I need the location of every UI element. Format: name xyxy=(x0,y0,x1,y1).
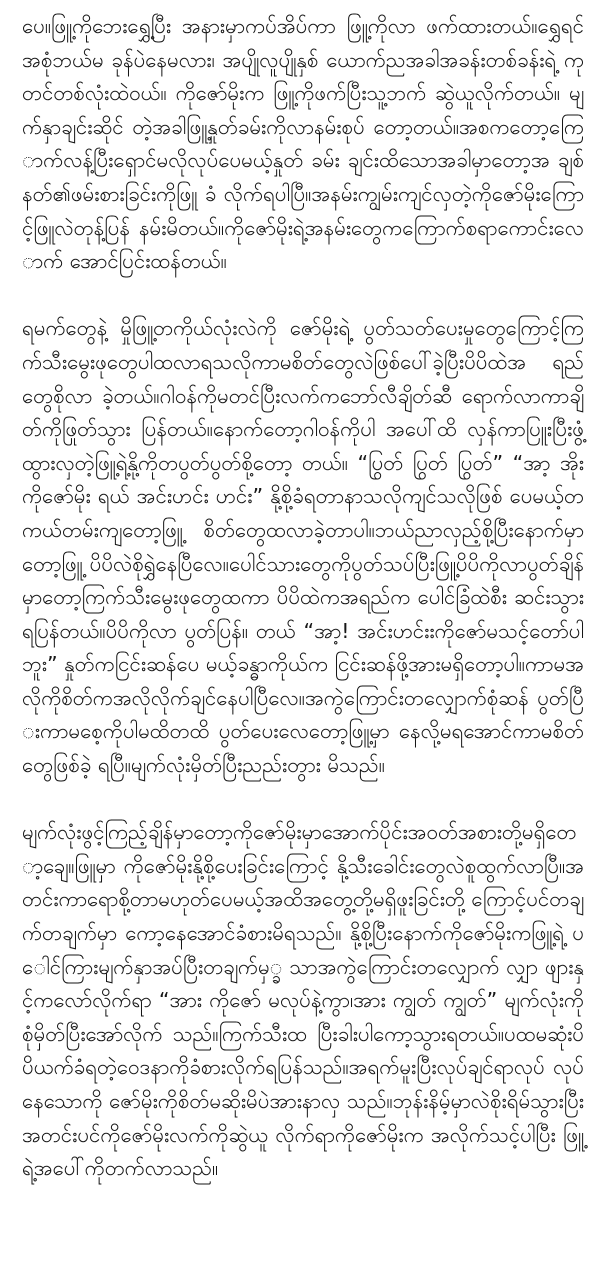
story-paragraph-2: ရမက်တွေနဲ့ မှိုဖြူ့တကိုယ်လုံးလဲကို ဇော်မိုးရဲ့ ပွတ်သတ်ပေးမှုတွေကြောင့်ကြက်သီးမွေးဖုတွေပါထလာရသလိုကာမစိတ်တွေလဲဖြစ်ပေါ်ခဲ့ပြီးပိပိထဲအ ရည်တွေစိုလာ ခဲ့တယ်။ဂါဝန်ကိုမတင်ပြီးလက်ကဘော်လီချိတ်ဆီ ရောက်လာကာချိတ်ကိုဖြုတ်သွား ပြန်တယ်။နောက်တော့ဂါဝန်ကိုပါ အပေါ်ထိ လှန်ကာပြူးပြီးဖွံ့ထွားလှတဲ့ဖြူ့ရဲ့နို့ကိုတပွတ်ပွတ်စို့တော့ တယ်။ “ပြွတ် ပြွတ် ပြွတ်” “အာ့ အိုး ကိုဇော်မိုး ရယ် အင်းဟင်း ဟင်း” နို့စို့ခံရတာနာသလိုကျင်သလိုဖြစ် ပေမယ့်တကယ်တမ်းကျတော့ဖြူ့ စိတ်တွေထလာခဲ့တာပါ။ဘယ်ညာလှည့်စို့ပြီးနောက်မှာတော့ဖြူ့ ပိပိလဲစိုရွှဲနေပြီလေ။ပေါင်သားတွေကိုပွတ်သပ်ပြီးဖြူ့ပိပိကိုလာပွတ်ချိန် မှာတော့ကြက်သီးမွေးဖုတွေထကာ ပိပိထဲကအရည်က ပေါင်ခြံထဲစီး ဆင်းသွားရပြန်တယ်။ပိပိကိုလာ ပွတ်ပြန်။ တယ် “အာ့! အင်းဟင်းးကိုဇော်မသင့်တော်ပါဘူး” နှုတ်ကငြင်းဆန်ပေ မယ့်ခန္ဓာကိုယ်က ငြင်းဆန်ဖို့အားမရှိတော့ပါ။ကာမအလိုကိုစိတ်ကအလိုလိုက်ချင်နေပါပြီလေ။အကွဲကြောင်းတလျှောက်စုံဆန် ပွတ်ပြီးကာမစေ့ကိုပါမထိတထိ ပွတ်ပေးလေတော့ဖြူ့မှာ နေလို့မရအောင်ကာမစိတ်တွေဖြစ်ခဲ့ ရပြီ။မျက်လုံးမှိတ်ပြီးညည်းတွား မိသည်။ xyxy=(22,316,584,778)
story-paragraph-1: ပေ။ဖြူ့ကိုဘေးရွှေ့ပြီး အနားမှာကပ်အိပ်ကာ ဖြူ့ကိုလာ ဖက်ထားတယ်။ရွှေရင်အစုံဘယ်မ ခုန်ပဲနေမလား၊ အပျိုလူပျိုနှစ် ယောက်ညအခါအခန်းတစ်ခန်းရဲ့ ကုတင်တစ်လုံးထဲဝယ်။ ကိုဇော်မိုးက ဖြူ့ကိုဖက်ပြီးသူ့ဘက် ဆွဲယူလိုက်တယ်။ မျက်နှာချင်းဆိုင် တဲ့အခါဖြူ့နှုတ်ခမ်းကိုလာနမ်းစုပ် တော့တယ်။အစကတော့ကြောက်လန့်ပြီးရှောင်မလိုလုပ်ပေမယ့်နှုတ် ခမ်း ချင်းထိသောအခါမှာတော့အ ချစ်နတ်၏ဖမ်းစားခြင်းကိုဖြူ ခံ လိုက်ရပါပြီ။အနမ်းကျွမ်းကျင်လှတဲ့ကိုဇော်မိုးကြောင့်ဖြူလဲတုန့်ပြန် နမ်းမိတယ်။ကိုဇော်မိုးရဲ့အနမ်းတွေကကြောက်စရာကောင်းလောက် အောင်ပြင်းထန်တယ်။ xyxy=(22,14,584,274)
story-paragraph-3: မျက်လုံးဖွင့်ကြည့်ချိန်မှာတော့ကိုဇော်မိုးမှာအောက်ပိုင်းအဝတ်အစားတို့မရှိတော့ချေ။ဖြူမှာ ကိုဇော်မိုးနို့စို့ပေးခြင်းကြောင့် နို့သီးခေါင်းတွေလဲစူထွက်လာပြီ။အတင်းကာရောစို့တာမဟုတ်ပေမယ့်အထိအတွေ့တို့မရှိဖူးခြင်းတို့ ကြောင့်ပင်တချက်တချက်မှာ ကော့နေအောင်ခံစားမိရသည်။ နို့စို့ပြီးနောက်ကိုဇော်မိုးကဖြူ့ရဲ့ ပေါင်ကြားမျက်နှာအပ်ပြီးတချက်မှ္ခ သာအကွဲကြောင်းတလျှောက် လျှာ ဖျားနှင့်ကလော်လိုက်ရာ “အား ကိုဇော် မလုပ်နဲ့ကွာ၊အား ကျွတ် ကျွတ်” မျက်လုံးကိုစုံမှိတ်ပြီးအော်လိုက် သည်။ကြက်သီးထ ပြီးခါးပါကော့သွားရတယ်။ပထမဆုံးပိပိယက်ခံရတဲ့ဝေဒနာကိုခံစားလိုက်ရပြန်သည်။အရက်မူးပြီးလုပ်ချင်ရာလုပ် လုပ်နေသောကို ဇော်မိုးကိုစိတ်မဆိုးမိပဲအားနာလှ သည်။ဘုန်းနိမ့်မှာလဲစိုးရိမ်သွားပြီး အတင်းပင်ကိုဇော်မိုးလက်ကိုဆွဲယူ လိုက်ရာကိုဇော်မိုးက အလိုက်သင့်ပါပြီး ဖြူ့ရဲ့အပေါ်ကိုတက်လာသည်။ xyxy=(22,820,584,1181)
